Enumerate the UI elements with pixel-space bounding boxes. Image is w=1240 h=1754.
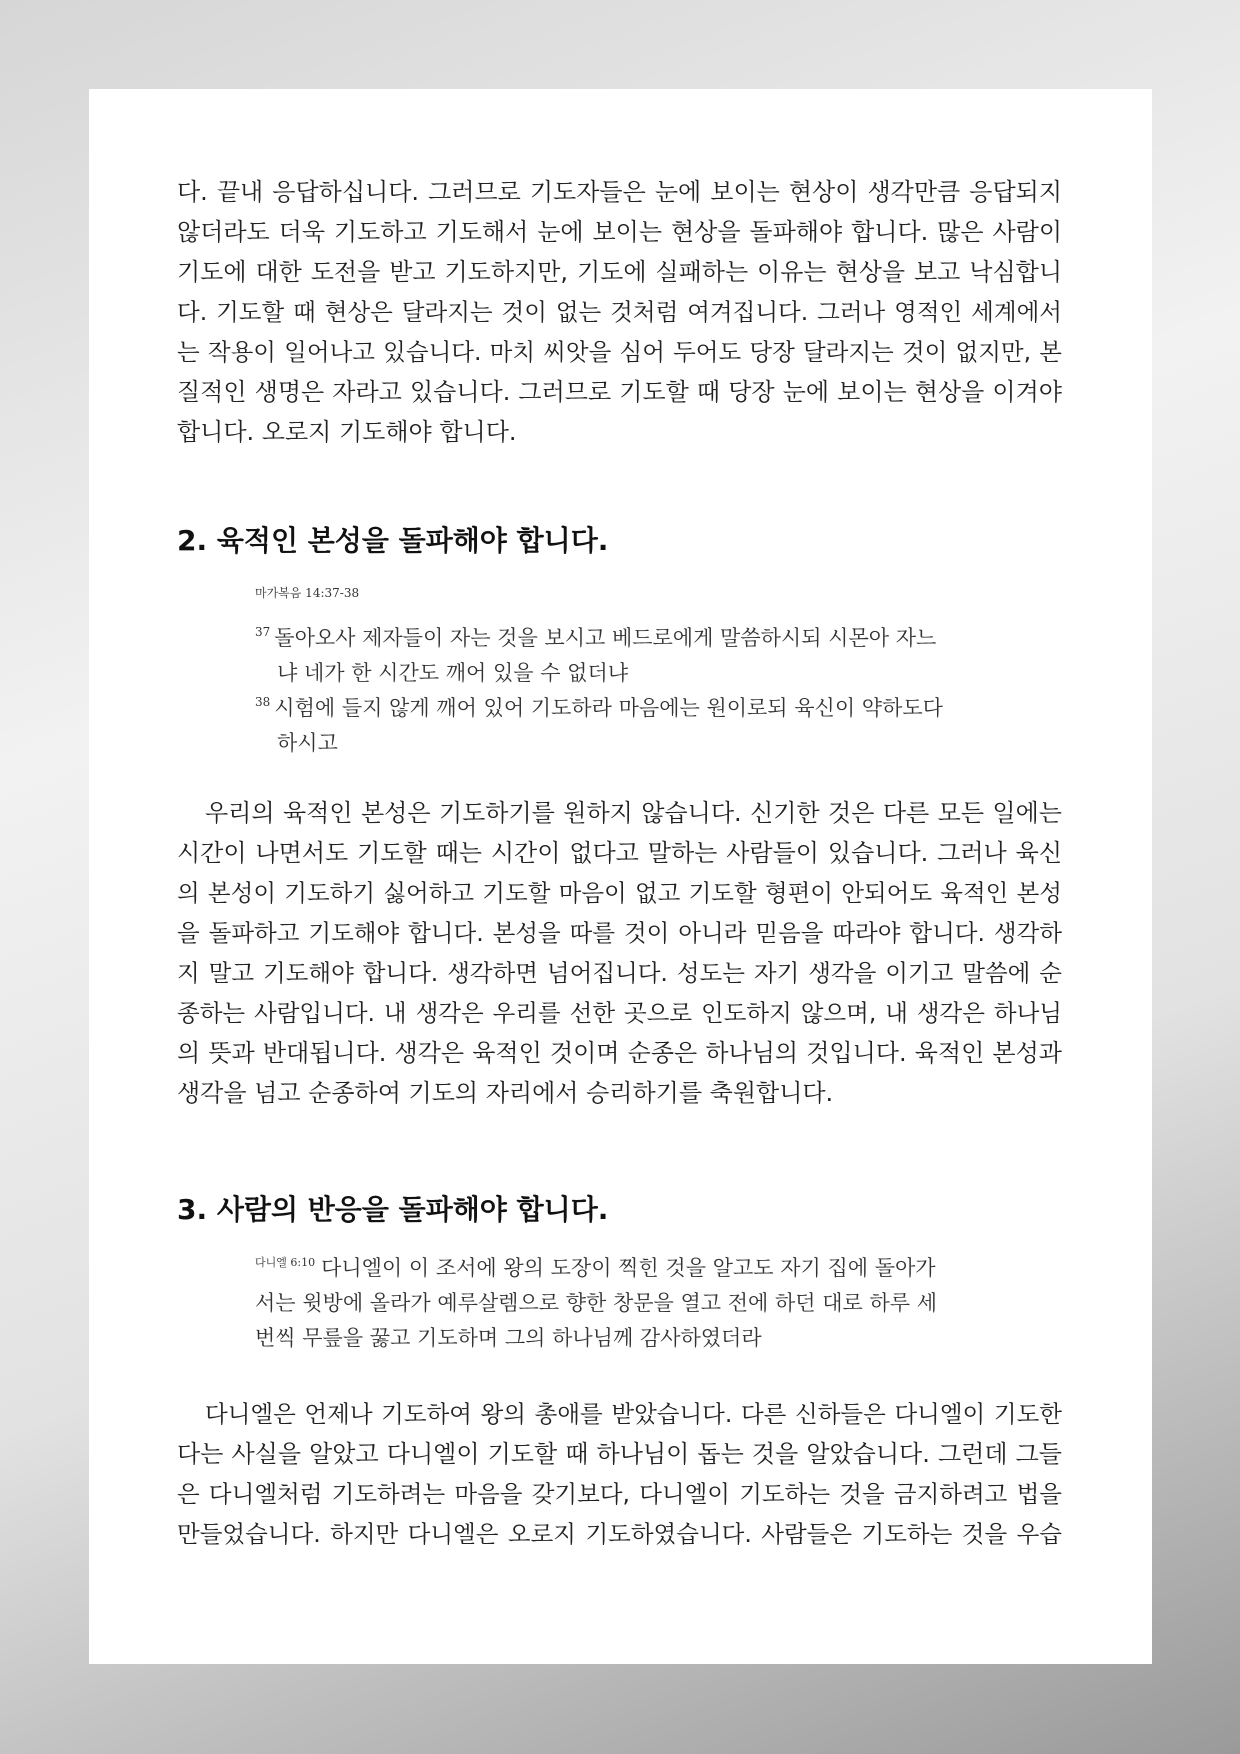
section-2-heading: 2. 육적인 본성을 돌파해야 합니다. <box>177 524 609 557</box>
section-2-scripture <box>255 583 985 761</box>
section-3-heading: 3. 사람의 반응을 돌파해야 합니다. <box>177 1193 609 1226</box>
paragraph-line: 우리의 육적인 본성은 기도하기를 원하지 않습니다. 신기한 것은 다른 모든 일에는 <box>205 799 1062 827</box>
paragraph-line: 다니엘은 언제나 기도하여 왕의 총애를 받았습니다. 다른 신하들은 다니엘이 기도한 <box>205 1400 1062 1428</box>
paragraph-line: 질적인 생명은 자라고 있습니다. 그러므로 기도할 때 당장 눈에 보이는 현상을 이겨야 <box>177 378 1062 406</box>
paragraph-line: 생각을 넘고 순종하여 기도의 자리에서 승리하기를 축원합니다. <box>177 1079 834 1107</box>
document-page <box>89 89 1152 1664</box>
verse-line: 냐 네가 한 시간도 깨어 있을 수 없더냐 <box>277 661 629 685</box>
verse-text: 시험에 들지 않게 깨어 있어 기도하라 마음에는 원이로되 육신이 약하도다 <box>274 696 943 720</box>
verse-line <box>255 1251 985 1286</box>
paragraph-line: 기도에 대한 도전을 받고 기도하지만, 기도에 실패하는 이유는 현상을 보고 낙심합니 <box>177 258 1062 286</box>
paragraph-line: 은 다니엘처럼 기도하려는 마음을 갖기보다, 다니엘이 기도하는 것을 금지하려고 법을 <box>177 1480 1062 1508</box>
section-2-paragraph <box>177 793 1062 1113</box>
section-3-paragraph <box>177 1394 1062 1554</box>
paragraph-line: 시간이 나면서도 기도할 때는 시간이 없다고 말하는 사람들이 있습니다. 그러나 육신 <box>177 839 1062 867</box>
verse-number: 37 <box>255 625 271 639</box>
paragraph-line: 의 뜻과 반대됩니다. 생각은 육적인 것이며 순종은 하나님의 것입니다. 육적인 본성과 <box>177 1039 1062 1067</box>
verse-line: 번씩 무릎을 꿇고 기도하며 그의 하나님께 감사하였더라 <box>255 1326 762 1350</box>
verse-line: 서는 윗방에 올라가 예루살렘으로 향한 창문을 열고 전에 하던 대로 하루 세 <box>255 1291 938 1315</box>
verse-number: 38 <box>255 695 271 709</box>
paragraph-line: 만들었습니다. 하지만 다니엘은 오로지 기도하였습니다. 사람들은 기도하는 것을 우습 <box>177 1520 1062 1548</box>
paragraph-line: 의 본성이 기도하기 싫어하고 기도할 마음이 없고 기도할 형편이 안되어도 육적인 본성 <box>177 879 1062 907</box>
paragraph-line: 을 돌파하고 기도해야 합니다. 본성을 따를 것이 아니라 믿음을 따라야 합니다. 생각하 <box>177 919 1062 947</box>
paragraph-line: 지 말고 기도해야 합니다. 생각하면 넘어집니다. 성도는 자기 생각을 이기고 말씀에 순 <box>177 959 1062 987</box>
verse-line: 하시고 <box>277 731 338 755</box>
scripture-reference: 마가복음 14:37-38 <box>255 586 360 600</box>
scripture-reference: 다니엘 6:10 <box>255 1256 316 1269</box>
verse-text: 다니엘이 이 조서에 왕의 도장이 찍힌 것을 알고도 자기 집에 돌아가 <box>321 1256 936 1280</box>
paragraph-line: 다. 기도할 때 현상은 달라지는 것이 없는 것처럼 여겨집니다. 그러나 영적인 세계에서 <box>177 298 1062 326</box>
paragraph-line: 다. 끝내 응답하십니다. 그러므로 기도자들은 눈에 보이는 현상이 생각만큼 응답되지 <box>177 178 1062 206</box>
paragraph-line: 합니다. 오로지 기도해야 합니다. <box>177 418 517 446</box>
paragraph-line: 다는 사실을 알았고 다니엘이 기도할 때 하나님이 돕는 것을 알았습니다. 그런데 그들 <box>177 1440 1062 1468</box>
verse-line <box>255 621 985 656</box>
section-3-scripture <box>255 1251 985 1356</box>
paragraph-line: 종하는 사람입니다. 내 생각은 우리를 선한 곳으로 인도하지 않으며, 내 생각은 하나님 <box>177 999 1062 1027</box>
paragraph-line: 않더라도 더욱 기도하고 기도해서 눈에 보이는 현상을 돌파해야 합니다. 많은 사람이 <box>177 218 1062 246</box>
intro-paragraph <box>177 172 1062 452</box>
verse-line <box>255 691 985 726</box>
paragraph-line: 는 작용이 일어나고 있습니다. 마치 씨앗을 심어 두어도 당장 달라지는 것이 없지만, 본 <box>177 338 1062 366</box>
verse-text: 돌아오사 제자들이 자는 것을 보시고 베드로에게 말씀하시되 시몬아 자느 <box>274 626 937 650</box>
